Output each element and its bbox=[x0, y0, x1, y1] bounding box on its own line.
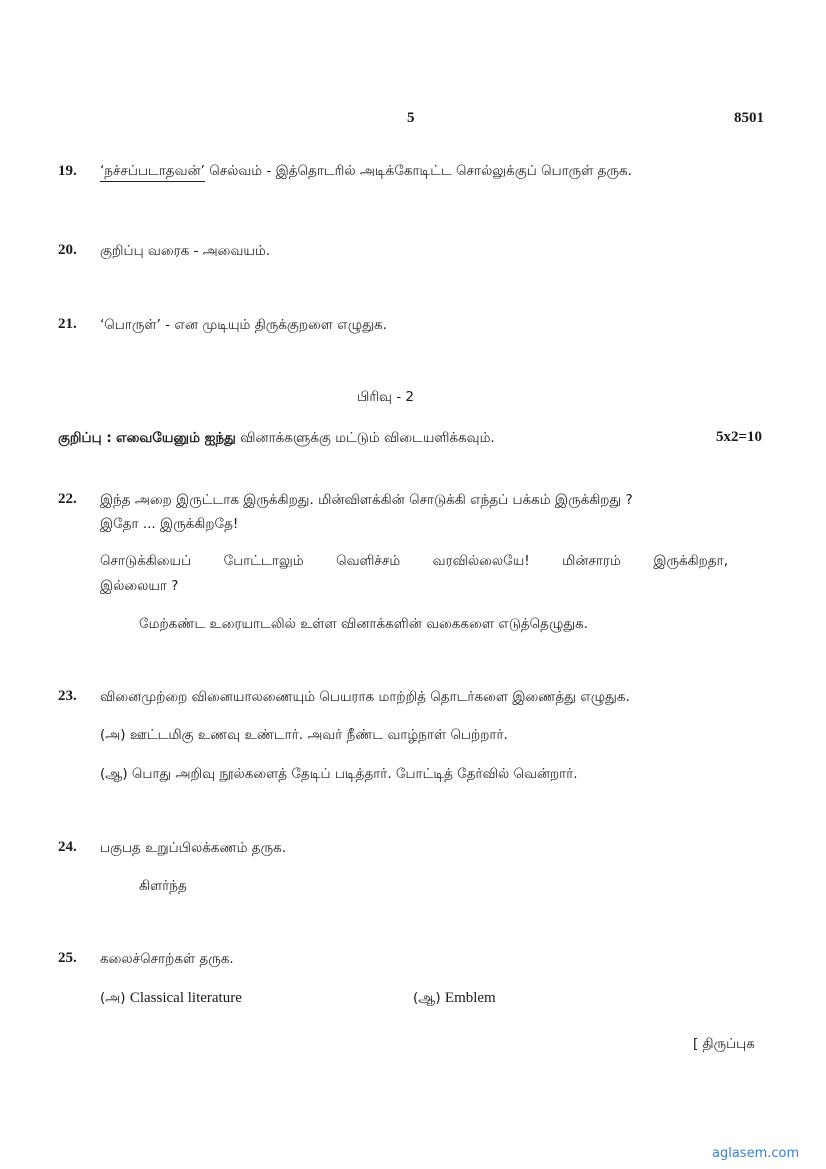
question-19-text: செல்வம் - இத்தொடரில் அடிக்கோடிட்ட சொல்லுக்குப் பொருள் தருக. bbox=[209, 163, 632, 179]
question-number-19: 19. bbox=[58, 163, 77, 179]
question-19 bbox=[100, 163, 632, 181]
option-b-label: (ஆ) bbox=[413, 990, 441, 1006]
question-24-word: கிளர்ந்த bbox=[139, 878, 187, 894]
question-number-25: 25. bbox=[58, 950, 77, 966]
option-a-label: (அ) bbox=[100, 727, 126, 743]
question-25-option-b bbox=[413, 990, 496, 1008]
option-b-text: பொது அறிவு நூல்களைத் தேடிப் படித்தார். போட்டித் தேர்வில் வென்றார். bbox=[131, 766, 578, 782]
option-a-text: Classical literature bbox=[129, 990, 242, 1006]
note-label: குறிப்பு : bbox=[58, 430, 112, 446]
question-number-21: 21. bbox=[58, 316, 77, 332]
question-22-line-4: இல்லையா ? bbox=[100, 578, 179, 594]
note-text: வினாக்களுக்கு மட்டும் விடையளிக்கவும். bbox=[240, 430, 495, 446]
underlined-word: ‘நச்சப்படாதவன்’ bbox=[100, 163, 205, 182]
page-number: 5 bbox=[407, 110, 415, 126]
note-emphasis: எவையேனும் ஐந்து bbox=[116, 430, 236, 446]
question-21-text: ‘பொருள்’ - என முடியும் திருக்குறளை எழுதுக. bbox=[100, 317, 387, 333]
turn-over-note: [ திருப்புக bbox=[693, 1036, 755, 1052]
question-22-line-3: சொடுக்கியைப் போட்டாலும் வெளிச்சம் வரவில்லையே! மின்சாரம் இருக்கிறதா, bbox=[100, 553, 728, 569]
question-23-text: வினைமுற்றை வினையாலணையும் பெயராக மாற்றித் தொடர்களை இணைத்து எழுதுக. bbox=[100, 689, 630, 705]
question-22-line-1: இந்த அறை இருட்டாக இருக்கிறது. மின்விளக்கின் சொடுக்கி எந்தப் பக்கம் இருக்கிறது ? bbox=[100, 492, 633, 508]
section-title: பிரிவு - 2 bbox=[357, 389, 414, 405]
paper-code: 8501 bbox=[734, 110, 764, 126]
question-22-line-2: இதோ ... இருக்கிறதே! bbox=[100, 516, 239, 532]
section-note bbox=[58, 430, 495, 448]
option-a-text: ஊட்டமிகு உணவு உண்டார். அவர் நீண்ட வாழ்நாள் பெற்றார். bbox=[129, 727, 508, 743]
watermark: aglasem.com bbox=[712, 1146, 800, 1161]
question-20-text: குறிப்பு வரைக - அவையம். bbox=[100, 243, 271, 259]
question-25-option-a bbox=[100, 990, 242, 1008]
question-23-option-a bbox=[100, 727, 508, 745]
question-number-24: 24. bbox=[58, 839, 77, 855]
question-number-20: 20. bbox=[58, 242, 77, 258]
question-24-text: பகுபத உறுப்பிலக்கணம் தருக. bbox=[100, 840, 287, 856]
section-marks: 5x2=10 bbox=[716, 429, 763, 445]
option-b-text: Emblem bbox=[444, 990, 496, 1006]
option-a-label: (அ) bbox=[100, 990, 126, 1006]
question-22-instruction: மேற்கண்ட உரையாடலில் உள்ள வினாக்களின் வகைகளை எடுத்தெழுதுக. bbox=[139, 616, 589, 632]
question-number-22: 22. bbox=[58, 491, 77, 507]
option-b-label: (ஆ) bbox=[100, 766, 128, 782]
question-number-23: 23. bbox=[58, 688, 77, 704]
question-25-text: கலைச்சொற்கள் தருக. bbox=[100, 951, 234, 967]
question-23-option-b bbox=[100, 766, 578, 784]
